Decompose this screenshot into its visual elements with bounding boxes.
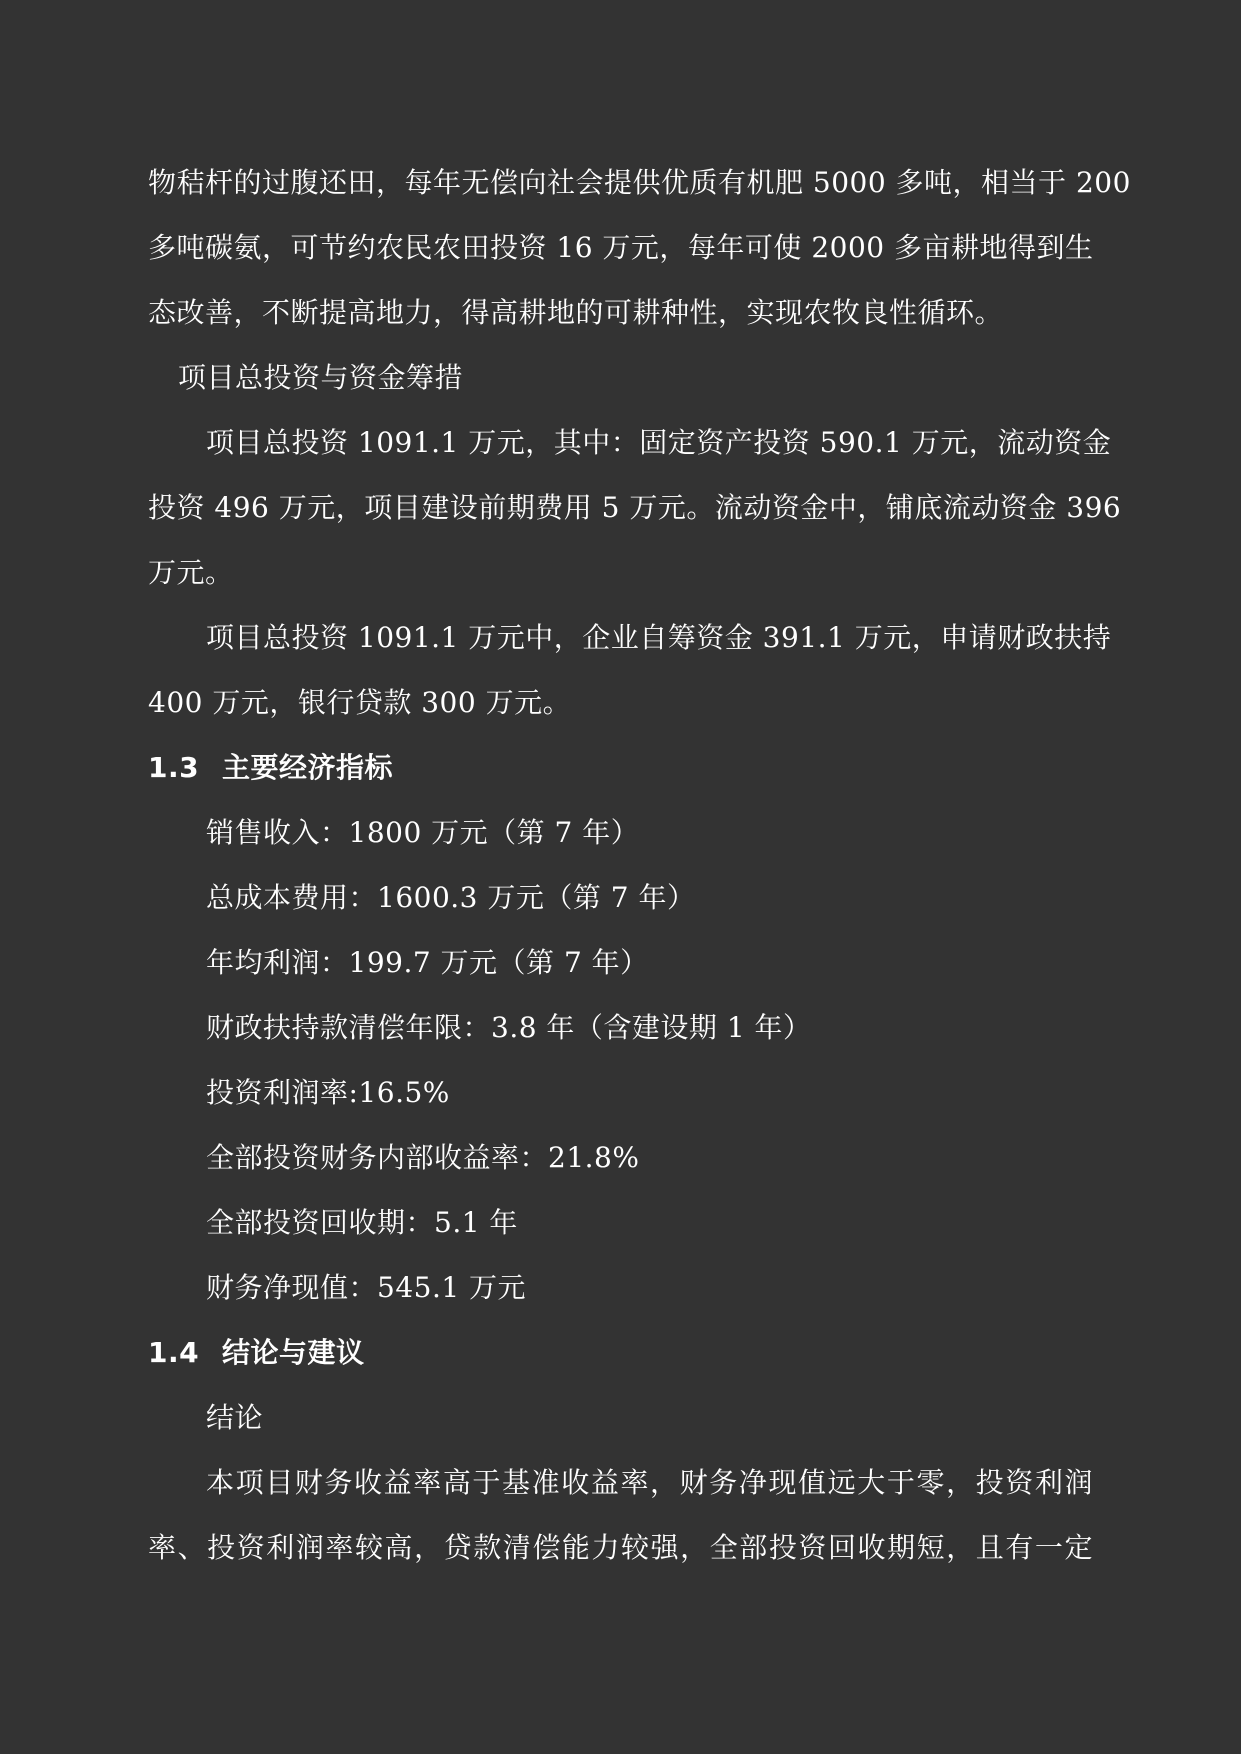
indicator-item: 全部投资财务内部收益率：21.8% bbox=[206, 1141, 640, 1174]
indicator-item: 总成本费用：1600.3 万元（第 7 年） bbox=[206, 881, 696, 914]
paragraph-line: 物秸杆的过腹还田，每年无偿向社会提供优质有机肥 5000 多吨，相当于 200 bbox=[148, 166, 1131, 199]
paragraph-line: 率、投资利润率较高，贷款清偿能力较强，全部投资回收期短，且有一定 bbox=[148, 1531, 1093, 1564]
section-title: 结论与建议 bbox=[222, 1336, 365, 1369]
indicator-item: 全部投资回收期：5.1 年 bbox=[206, 1206, 518, 1239]
indicator-item: 销售收入：1800 万元（第 7 年） bbox=[206, 816, 640, 849]
subheading-conclusion: 结论 bbox=[206, 1401, 264, 1434]
paragraph-line: 本项目财务收益率高于基准收益率，财务净现值远大于零，投资利润 bbox=[206, 1466, 1093, 1499]
section-heading-1-3 bbox=[148, 735, 1093, 800]
section-number: 1.3 bbox=[148, 751, 200, 784]
paragraph-line: 400 万元，银行贷款 300 万元。 bbox=[148, 686, 572, 719]
paragraph-line: 项目总投资 1091.1 万元，其中：固定资产投资 590.1 万元，流动资金 bbox=[206, 426, 1112, 459]
indicator-item: 投资利润率:16.5% bbox=[206, 1076, 450, 1109]
section-number: 1.4 bbox=[148, 1336, 200, 1369]
indicator-item: 财务净现值：545.1 万元 bbox=[206, 1271, 527, 1304]
subheading-investment: 项目总投资与资金筹措 bbox=[178, 361, 464, 394]
paragraph-line: 态改善，不断提高地力，得高耕地的可耕种性，实现农牧良性循环。 bbox=[148, 296, 1004, 329]
indicator-item: 财政扶持款清偿年限：3.8 年（含建设期 1 年） bbox=[206, 1011, 812, 1044]
paragraph-line: 项目总投资 1091.1 万元中，企业自筹资金 391.1 万元，申请财政扶持 bbox=[206, 621, 1112, 654]
section-title: 主要经济指标 bbox=[222, 751, 394, 784]
paragraph-line: 投资 496 万元，项目建设前期费用 5 万元。流动资金中，铺底流动资金 396 bbox=[148, 491, 1122, 524]
document-page bbox=[148, 150, 1131, 1580]
indicator-item: 年均利润：199.7 万元（第 7 年） bbox=[206, 946, 649, 979]
section-heading-1-4 bbox=[148, 1320, 1093, 1385]
paragraph-line: 万元。 bbox=[148, 556, 234, 589]
paragraph-line: 多吨碳氨，可节约农民农田投资 16 万元，每年可使 2000 多亩耕地得到生 bbox=[148, 231, 1094, 264]
